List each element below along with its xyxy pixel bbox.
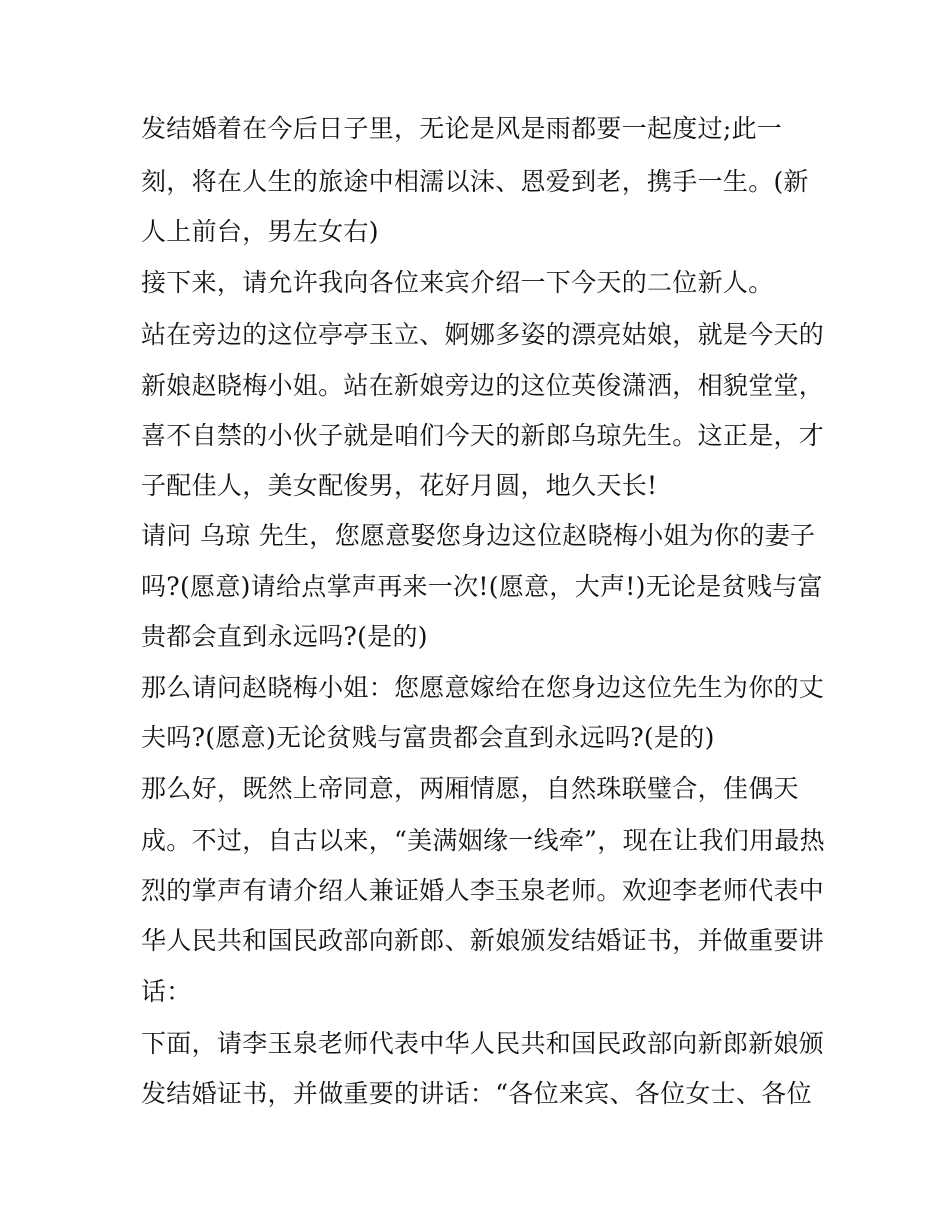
text-line: 子配佳人，美女配俊男，花好月圆，地久天长! bbox=[141, 471, 658, 500]
text-line: 贵都会直到永远吗?(是的) bbox=[141, 622, 428, 651]
text-line: 接下来，请允许我向各位来宾介绍一下今天的二位新人。 bbox=[141, 268, 774, 297]
text-line: 请问 乌琼 先生，您愿意娶您身边这位赵晓梅小姐为你的妻子 bbox=[141, 521, 816, 550]
text-line: 新娘赵晓梅小姐。站在新娘旁边的这位英俊潇洒，相貌堂堂， bbox=[141, 371, 825, 400]
text-line: 刻，将在人生的旅途中相濡以沫、恩爱到老，携手一生。(新 bbox=[141, 167, 809, 196]
text-line: 喜不自禁的小伙子就是咱们今天的新郎乌琼先生。这正是，才 bbox=[141, 421, 825, 450]
text-line: 夫吗?(愿意)无论贫贱与富贵都会直到永远吗?(是的) bbox=[141, 723, 715, 752]
text-line: 人上前台，男左女右) bbox=[141, 217, 379, 246]
text-line: 下面，请李玉泉老师代表中华人民共和国民政部向新郎新娘颁 bbox=[141, 1029, 825, 1058]
text-line: 成。不过，自古以来，“美满姻缘一线牵”，现在让我们用最热 bbox=[141, 826, 825, 855]
text-line: 华人民共和国民政部向新郎、新娘颁发结婚证书，并做重要讲 bbox=[141, 926, 825, 955]
text-line: 发结婚证书，并做重要的讲话：“各位来宾、各位女士、各位 bbox=[141, 1079, 812, 1108]
text-line: 烈的掌声有请介绍人兼证婚人李玉泉老师。欢迎李老师代表中 bbox=[141, 876, 825, 905]
text-line: 发结婚着在今后日子里，无论是风是雨都要一起度过;此一 bbox=[141, 114, 783, 143]
text-line: 那么好，既然上帝同意，两厢情愿，自然珠联璧合，佳偶天 bbox=[141, 774, 799, 803]
text-line: 站在旁边的这位亭亭玉立、婀娜多姿的漂亮姑娘，就是今天的 bbox=[141, 320, 825, 349]
text-line: 吗?(愿意)请给点掌声再来一次!(愿意，大声!)无论是贫贱与富 bbox=[141, 572, 823, 601]
text-line: 那么请问赵晓梅小姐：您愿意嫁给在您身边这位先生为你的丈 bbox=[141, 673, 825, 702]
text-line: 话： bbox=[141, 977, 192, 1006]
